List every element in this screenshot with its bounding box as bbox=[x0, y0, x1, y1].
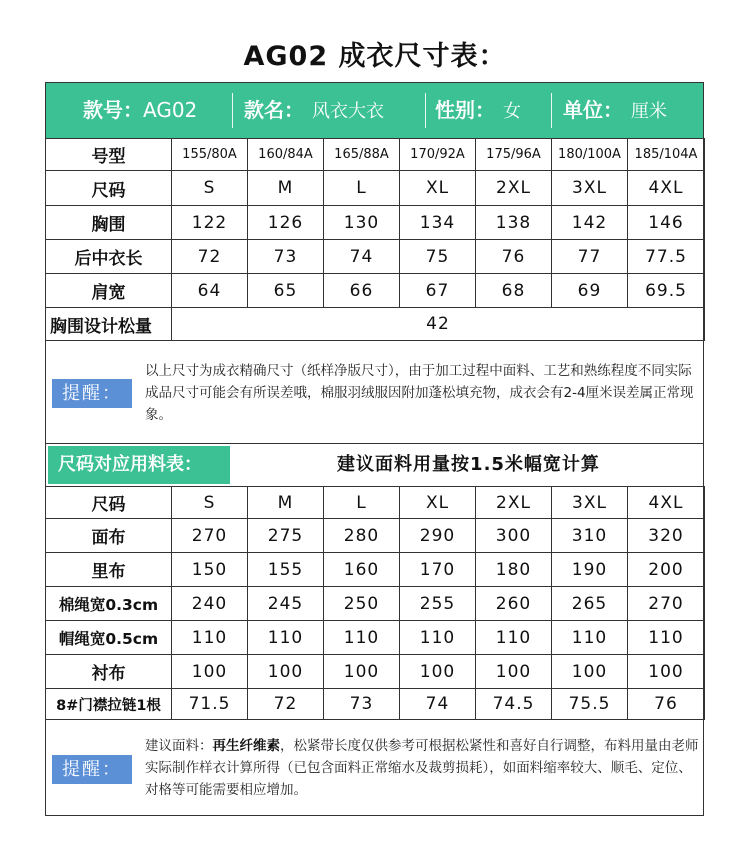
material-section-title: 建议面料用量按1.5米幅宽计算 bbox=[337, 454, 600, 475]
row-label: 后中衣长 bbox=[46, 240, 172, 274]
table-cell: 300 bbox=[476, 519, 552, 553]
table-cell: 150 bbox=[172, 553, 248, 587]
table-cell: 72 bbox=[248, 689, 324, 720]
table-cell: 110 bbox=[324, 621, 400, 655]
table-cell: 100 bbox=[248, 655, 324, 689]
ease-value: 42 bbox=[172, 308, 705, 341]
table-cell: 100 bbox=[628, 655, 705, 689]
table-cell: 265 bbox=[552, 587, 628, 621]
table-cell: S bbox=[172, 171, 248, 206]
row-label: 尺码 bbox=[46, 487, 172, 519]
material-section-tag: 尺码对应用料表： bbox=[48, 446, 230, 484]
table-cell: 76 bbox=[476, 240, 552, 274]
row-label: 帽绳宽0.5cm bbox=[46, 621, 172, 655]
table-cell: 138 bbox=[476, 206, 552, 240]
table-cell: 170/92A bbox=[400, 139, 476, 171]
table-row bbox=[46, 171, 705, 206]
info-header bbox=[46, 83, 703, 138]
fabric-note: ，松紧带长度仅供参考可根据松紧性和喜好自行调整，布料用量由老师实际制作样衣计算所得（已包含面料正常缩水及裁剪损耗），如面料缩率较大、顺毛、定位、对格等可能需要相应增加。 bbox=[145, 738, 699, 798]
style-name-field bbox=[244, 83, 384, 138]
table-cell: 110 bbox=[248, 621, 324, 655]
table-cell: 72 bbox=[172, 240, 248, 274]
size-table bbox=[45, 138, 705, 341]
table-cell: 165/88A bbox=[324, 139, 400, 171]
style-number-field bbox=[83, 83, 197, 138]
table-row bbox=[46, 240, 705, 274]
table-cell: 170 bbox=[400, 553, 476, 587]
header-divider bbox=[425, 93, 426, 128]
table-cell: M bbox=[248, 487, 324, 519]
table-cell: 310 bbox=[552, 519, 628, 553]
table-cell: 2XL bbox=[476, 171, 552, 206]
table-cell: 110 bbox=[476, 621, 552, 655]
table-cell: 67 bbox=[400, 274, 476, 308]
row-label: 尺码 bbox=[46, 171, 172, 206]
table-cell: 100 bbox=[324, 655, 400, 689]
unit-value: 厘米 bbox=[631, 101, 667, 122]
table-cell: 75 bbox=[400, 240, 476, 274]
table-cell: 122 bbox=[172, 206, 248, 240]
table-cell: 280 bbox=[324, 519, 400, 553]
reminder-box bbox=[45, 340, 704, 444]
table-cell: 185/104A bbox=[628, 139, 705, 171]
table-cell: 110 bbox=[172, 621, 248, 655]
row-label: 胸围 bbox=[46, 206, 172, 240]
table-cell: 180 bbox=[476, 553, 552, 587]
table-cell: 73 bbox=[248, 240, 324, 274]
table-row bbox=[46, 621, 705, 655]
table-cell: 155/80A bbox=[172, 139, 248, 171]
table-cell: 320 bbox=[628, 519, 705, 553]
table-cell: 255 bbox=[400, 587, 476, 621]
table-row bbox=[46, 274, 705, 308]
style-number-value: AG02 bbox=[143, 98, 198, 122]
row-label: 里布 bbox=[46, 553, 172, 587]
table-cell: 134 bbox=[400, 206, 476, 240]
table-cell: 100 bbox=[476, 655, 552, 689]
table-cell: 100 bbox=[172, 655, 248, 689]
table-row bbox=[46, 655, 705, 689]
table-cell: 66 bbox=[324, 274, 400, 308]
table-cell: 240 bbox=[172, 587, 248, 621]
table-cell: 160 bbox=[324, 553, 400, 587]
material-reminder-badge: 提醒： bbox=[52, 755, 132, 784]
table-row bbox=[46, 553, 705, 587]
row-label: 胸围设计松量 bbox=[46, 308, 172, 341]
table-cell: 250 bbox=[324, 587, 400, 621]
row-label: 衬布 bbox=[46, 655, 172, 689]
table-cell: 74.5 bbox=[476, 689, 552, 720]
style-name-label: 款名： bbox=[244, 98, 304, 122]
table-cell: S bbox=[172, 487, 248, 519]
header-divider bbox=[232, 93, 233, 128]
table-cell: M bbox=[248, 171, 324, 206]
table-cell: 155 bbox=[248, 553, 324, 587]
table-cell: 126 bbox=[248, 206, 324, 240]
style-number-label: 款号： bbox=[83, 98, 143, 122]
table-cell: L bbox=[324, 487, 400, 519]
reminder-badge: 提醒： bbox=[52, 379, 132, 408]
gender-label: 性别： bbox=[435, 98, 495, 122]
row-label: 面布 bbox=[46, 519, 172, 553]
table-cell: 190 bbox=[552, 553, 628, 587]
table-cell: 77 bbox=[552, 240, 628, 274]
material-reminder-box bbox=[45, 719, 704, 816]
table-cell: 77.5 bbox=[628, 240, 705, 274]
table-cell: L bbox=[324, 171, 400, 206]
table-cell: 130 bbox=[324, 206, 400, 240]
table-cell: 64 bbox=[172, 274, 248, 308]
row-label: 8#门襟拉链1根 bbox=[46, 689, 172, 720]
unit-field bbox=[563, 83, 667, 138]
table-cell: 142 bbox=[552, 206, 628, 240]
table-cell: 75.5 bbox=[552, 689, 628, 720]
table-cell: 270 bbox=[172, 519, 248, 553]
table-cell: 4XL bbox=[628, 171, 705, 206]
table-cell: XL bbox=[400, 171, 476, 206]
table-row bbox=[46, 587, 705, 621]
material-table bbox=[45, 486, 705, 720]
table-cell: 270 bbox=[628, 587, 705, 621]
row-label: 棉绳宽0.3cm bbox=[46, 587, 172, 621]
table-cell: 74 bbox=[324, 240, 400, 274]
table-cell: 290 bbox=[400, 519, 476, 553]
table-cell: 100 bbox=[400, 655, 476, 689]
fabric-name: 再生纤维素 bbox=[212, 738, 280, 754]
row-label: 肩宽 bbox=[46, 274, 172, 308]
table-cell: 3XL bbox=[552, 171, 628, 206]
table-cell: 275 bbox=[248, 519, 324, 553]
table-row bbox=[46, 487, 705, 519]
table-cell: 175/96A bbox=[476, 139, 552, 171]
table-cell: 245 bbox=[248, 587, 324, 621]
table-cell: 69 bbox=[552, 274, 628, 308]
table-cell: 76 bbox=[628, 689, 705, 720]
table-cell: 74 bbox=[400, 689, 476, 720]
table-cell: 160/84A bbox=[248, 139, 324, 171]
table-cell: 200 bbox=[628, 553, 705, 587]
table-cell: 4XL bbox=[628, 487, 705, 519]
table-row bbox=[46, 206, 705, 240]
table-cell: 110 bbox=[628, 621, 705, 655]
table-cell: 260 bbox=[476, 587, 552, 621]
header-divider bbox=[551, 93, 552, 128]
table-row bbox=[46, 519, 705, 553]
gender-value: 女 bbox=[503, 101, 521, 122]
unit-label: 单位： bbox=[563, 98, 623, 122]
table-cell: 2XL bbox=[476, 487, 552, 519]
row-label: 号型 bbox=[46, 139, 172, 171]
table-cell: 110 bbox=[400, 621, 476, 655]
gender-field bbox=[435, 83, 521, 138]
table-cell: 65 bbox=[248, 274, 324, 308]
table-row bbox=[46, 139, 705, 171]
table-cell: 68 bbox=[476, 274, 552, 308]
table-cell: 100 bbox=[552, 655, 628, 689]
table-cell: 69.5 bbox=[628, 274, 705, 308]
table-row bbox=[46, 308, 705, 341]
fabric-prefix: 建议面料： bbox=[145, 738, 213, 754]
table-cell: 146 bbox=[628, 206, 705, 240]
table-cell: 110 bbox=[552, 621, 628, 655]
material-reminder-text bbox=[145, 735, 700, 801]
table-cell: 180/100A bbox=[552, 139, 628, 171]
reminder-text: 以上尺寸为成衣精确尺寸（纸样净版尺寸），由于加工过程中面料、工艺和熟练程度不同实际成品尺寸可能会有所误差哦，棉服羽绒服因附加蓬松填充物，成衣会有2-4厘米误差属正常现象。 bbox=[145, 363, 694, 423]
table-cell: XL bbox=[400, 487, 476, 519]
style-name-value: 风衣大衣 bbox=[312, 101, 384, 122]
table-cell: 73 bbox=[324, 689, 400, 720]
table-cell: 3XL bbox=[552, 487, 628, 519]
table-row bbox=[46, 689, 705, 720]
material-section-header bbox=[45, 443, 704, 487]
page-title: AG02 成衣尺寸表： bbox=[243, 41, 507, 72]
table-cell: 71.5 bbox=[172, 689, 248, 720]
